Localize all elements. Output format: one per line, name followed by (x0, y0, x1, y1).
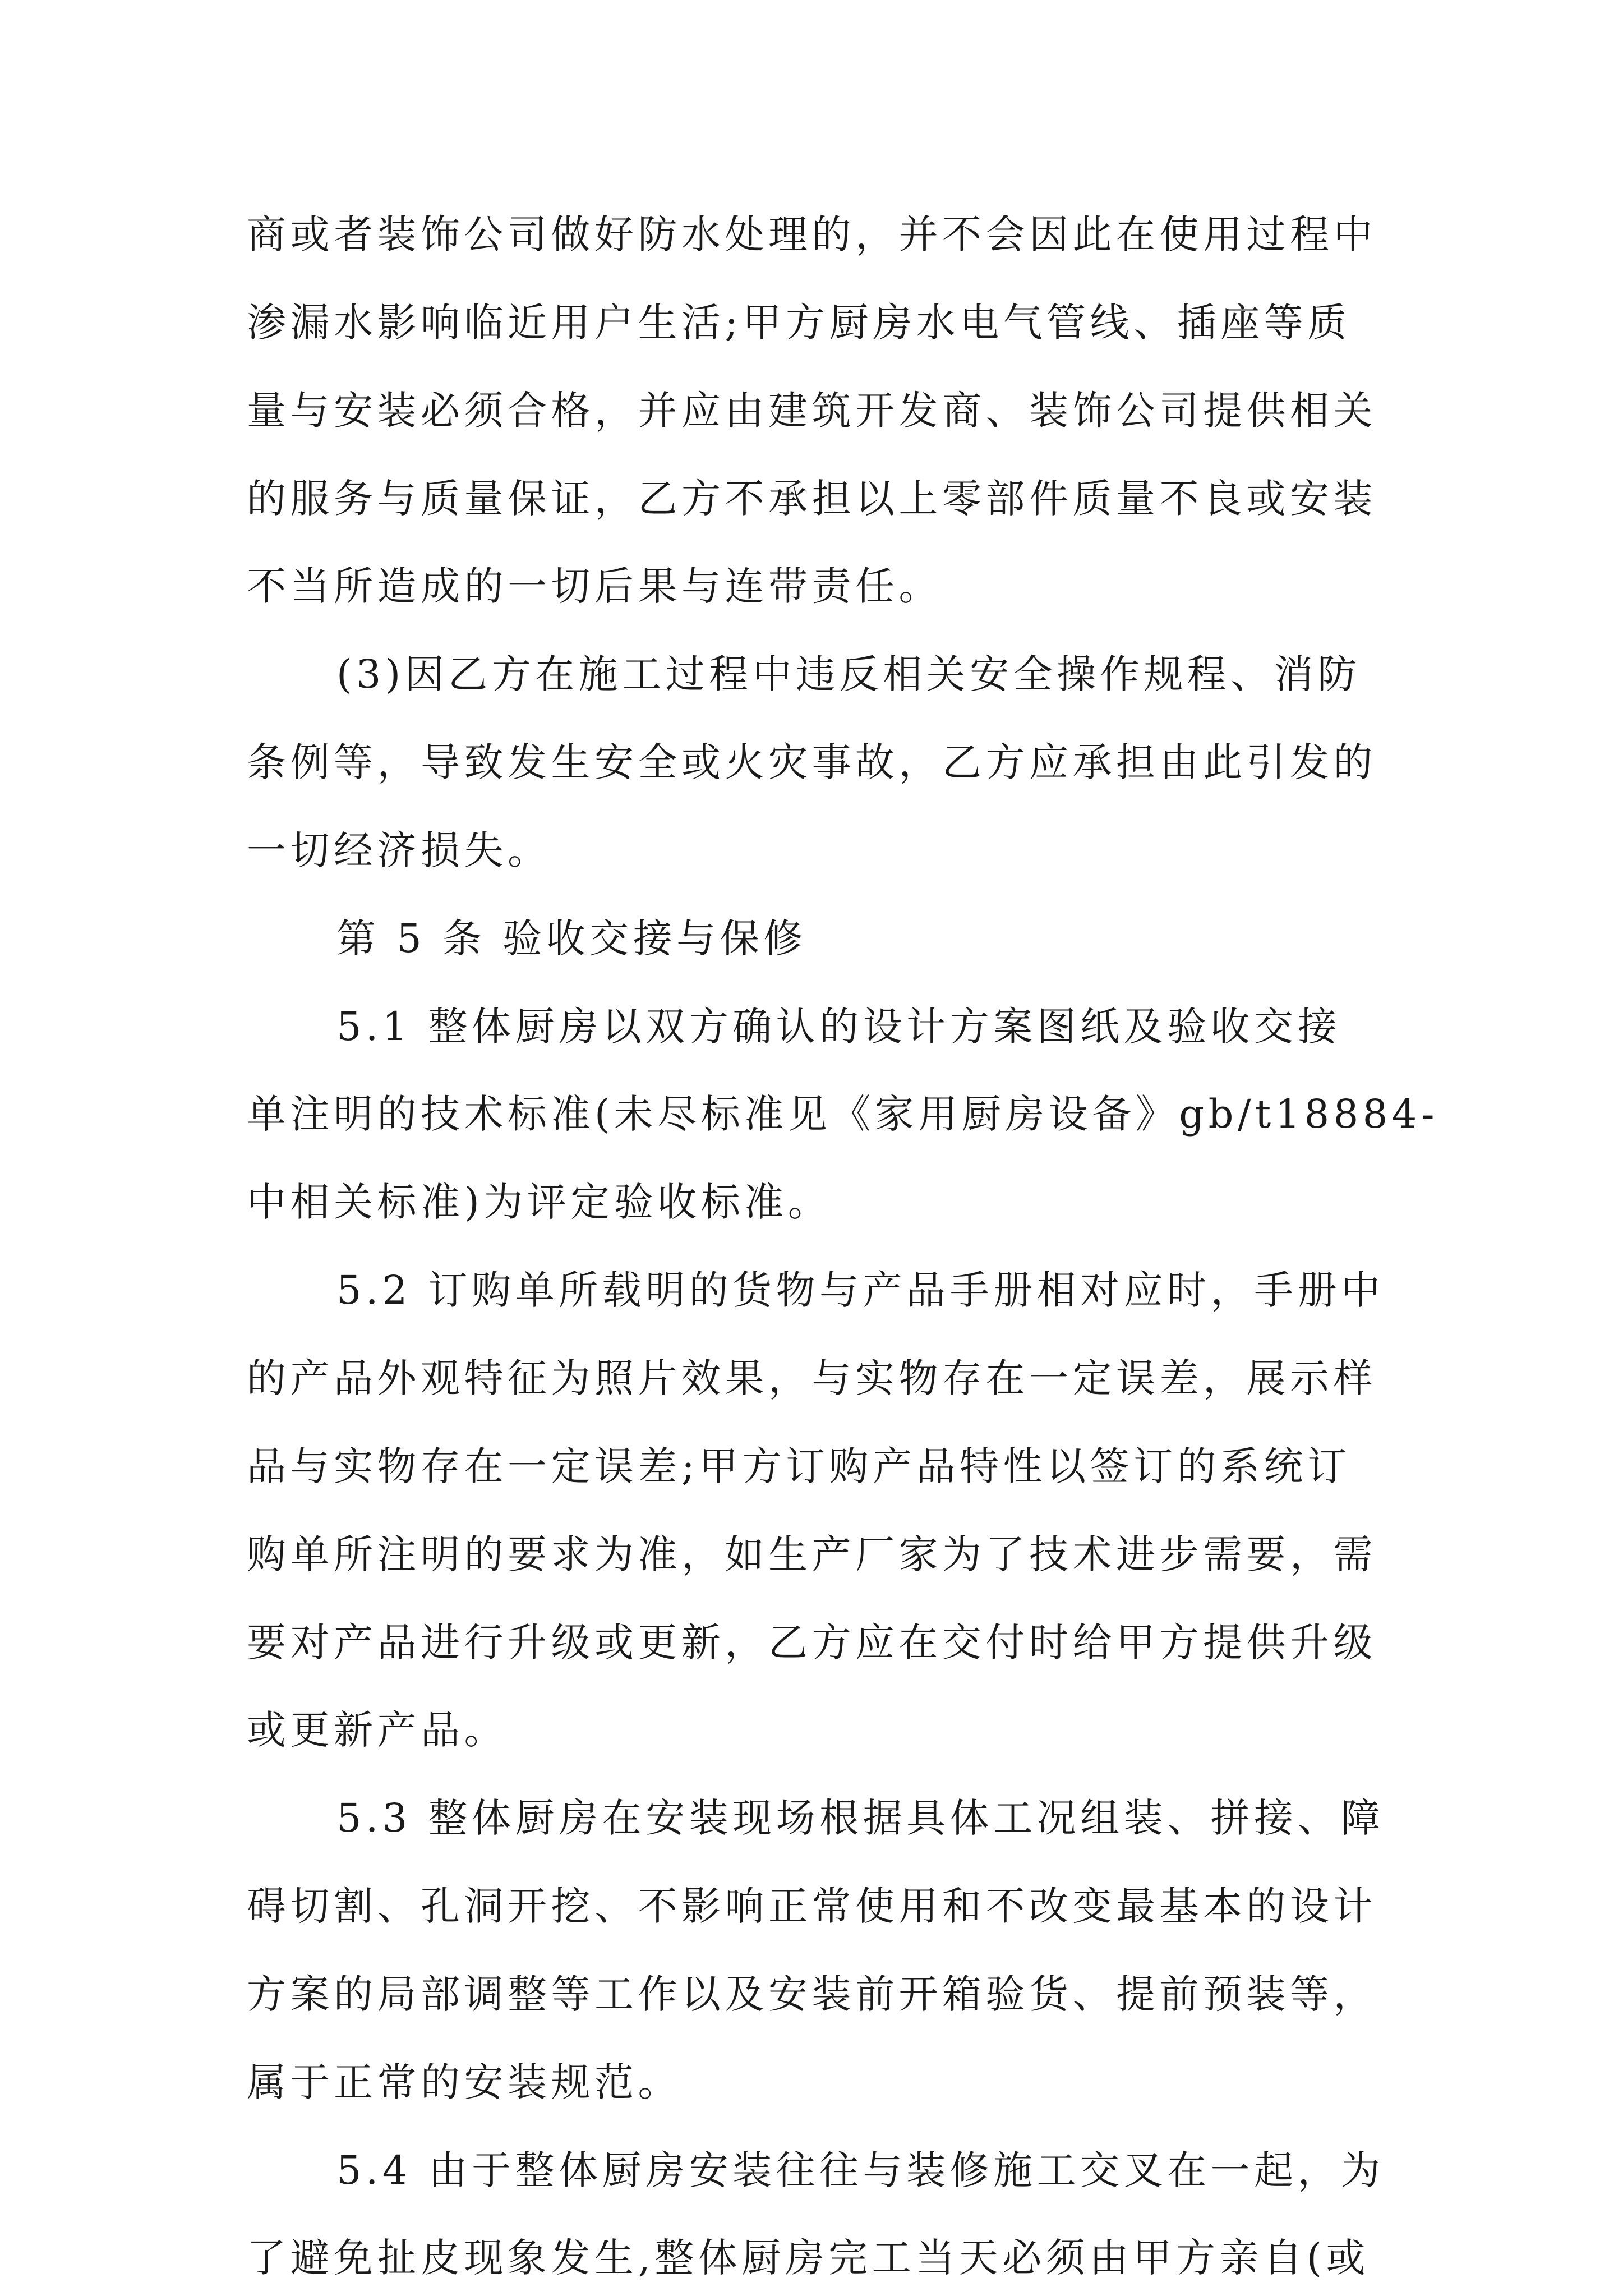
text-line: 单注明的技术标准(未尽标准见《家用厨房设备》gb/t18884- (247, 1091, 1438, 1137)
text-line: 方案的局部调整等工作以及安装前开箱验货、提前预装等， (247, 1971, 1377, 2017)
text-line: 或更新产品。 (247, 1707, 508, 1753)
text-line: 的产品外观特征为照片效果，与实物存在一定误差，展示样 (247, 1355, 1377, 1401)
text-line: 渗漏水影响临近用户生活;甲方厨房水电气管线、插座等质 (247, 300, 1351, 346)
text-line: (3)因乙方在施工过程中违反相关安全操作规程、消防 (336, 651, 1361, 697)
text-line: 一切经济损失。 (247, 827, 551, 873)
text-line: 购单所注明的要求为准，如生产厂家为了技术进步需要，需 (247, 1531, 1377, 1577)
text-line: 了避免扯皮现象发生,整体厨房完工当天必须由甲方亲自(或 (247, 2235, 1370, 2281)
text-line: 碍切割、孔洞开挖、不影响正常使用和不改变最基本的设计 (247, 1883, 1377, 1929)
text-line: 商或者装饰公司做好防水处理的，并不会因此在使用过程中 (247, 211, 1377, 257)
text-line: 5.2 订购单所载明的货物与产品手册相对应时，手册中 (336, 1267, 1385, 1313)
text-line: 5.3 整体厨房在安装现场根据具体工况组装、拼接、障 (336, 1795, 1385, 1841)
text-line: 要对产品进行升级或更新，乙方应在交付时给甲方提供升级 (247, 1619, 1377, 1665)
text-line: 属于正常的安装规范。 (247, 2059, 681, 2105)
text-line: 品与实物存在一定误差;甲方订购产品特性以签订的系统订 (247, 1443, 1351, 1489)
text-line: 量与安装必须合格，并应由建筑开发商、装饰公司提供相关 (247, 388, 1377, 434)
section-heading: 第 5 条 验收交接与保修 (336, 915, 807, 961)
text-line: 条例等，导致发生安全或火灾事故，乙方应承担由此引发的 (247, 739, 1377, 785)
text-line: 不当所造成的一切后果与连带责任。 (247, 563, 942, 609)
text-line: 中相关标准)为评定验收标准。 (247, 1179, 832, 1225)
text-line: 的服务与质量保证，乙方不承担以上零部件质量不良或安装 (247, 476, 1377, 522)
text-line: 5.1 整体厨房以双方确认的设计方案图纸及验收交接 (336, 1004, 1341, 1050)
text-line: 5.4 由于整体厨房安装往往与装修施工交叉在一起，为 (336, 2147, 1385, 2193)
